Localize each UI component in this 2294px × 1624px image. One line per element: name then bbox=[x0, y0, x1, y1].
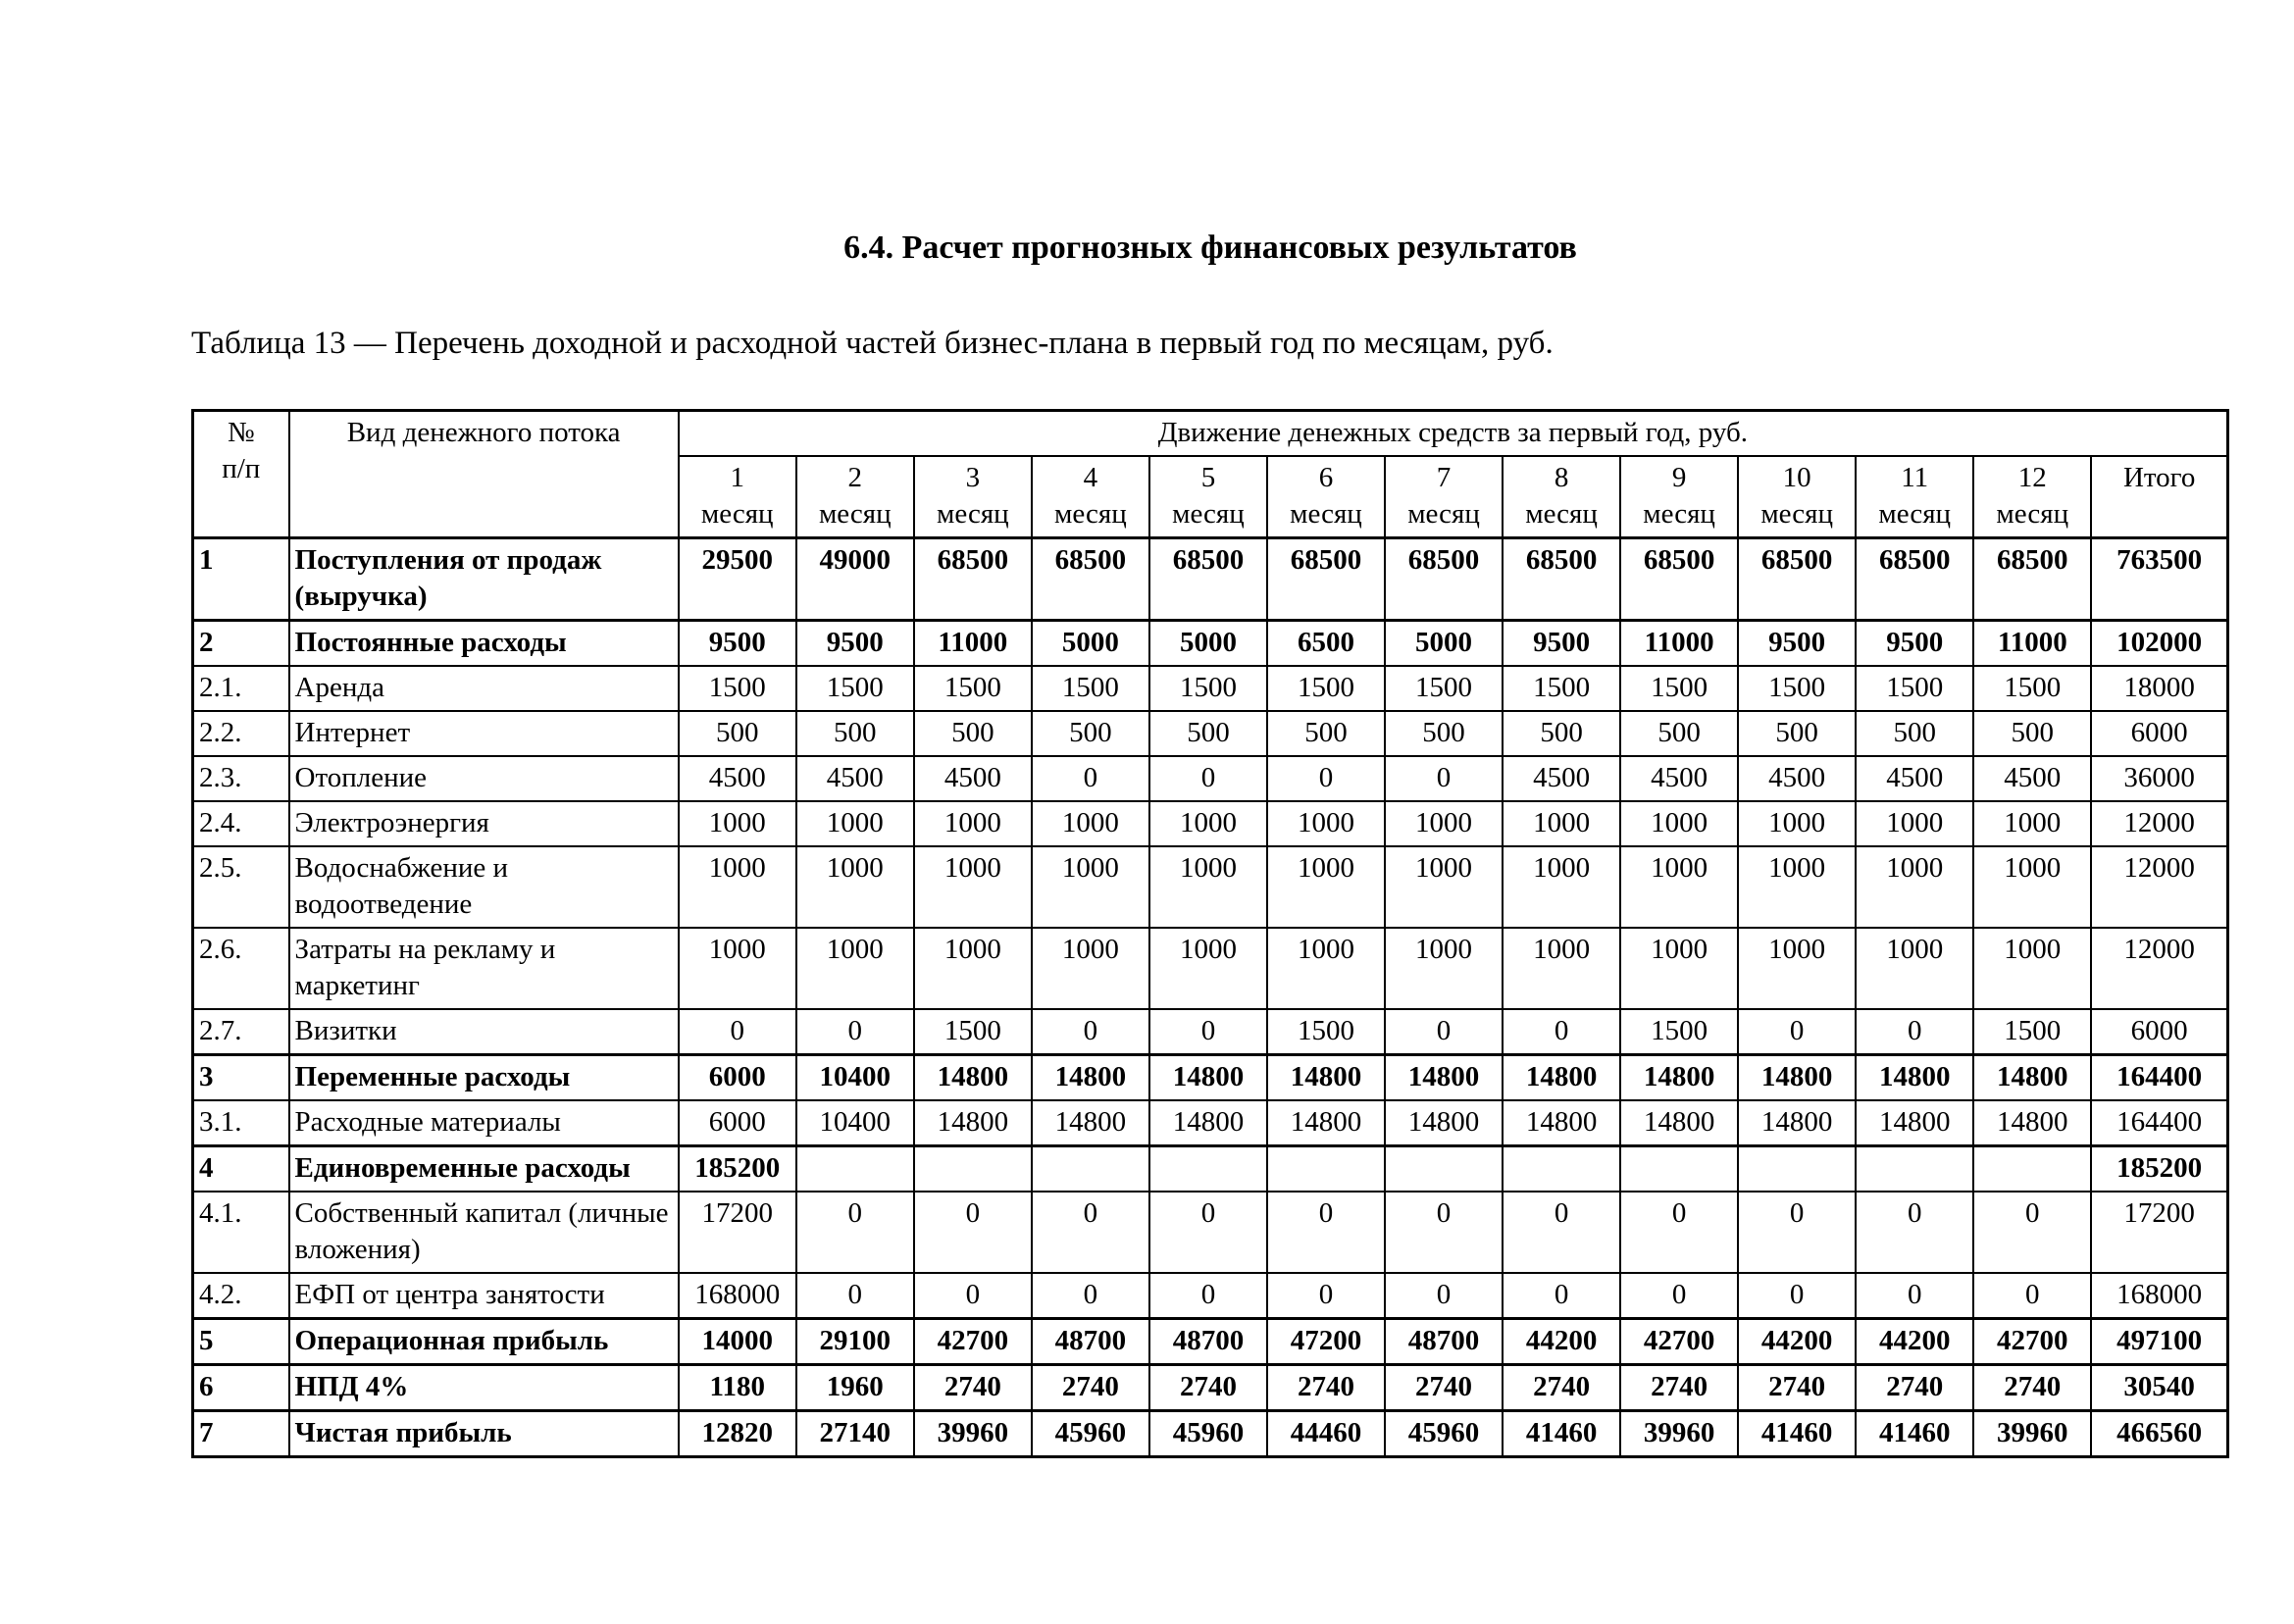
row-label-cell: Затраты на рекламу и маркетинг bbox=[289, 928, 679, 1009]
row-label-cell: Интернет bbox=[289, 711, 679, 756]
row-total-cell: 18000 bbox=[2091, 666, 2227, 711]
row-total-cell: 36000 bbox=[2091, 756, 2227, 801]
month-value-cell: 1000 bbox=[1973, 928, 2091, 1009]
row-label-cell: Постоянные расходы bbox=[289, 621, 679, 667]
month-value-cell: 9500 bbox=[1738, 621, 1856, 667]
month-value-cell: 5000 bbox=[1149, 621, 1267, 667]
table-row bbox=[193, 666, 2228, 711]
month-value-cell: 45960 bbox=[1149, 1411, 1267, 1457]
table-row bbox=[193, 711, 2228, 756]
row-number-cell: 2.4. bbox=[193, 801, 289, 846]
month-value-cell: 0 bbox=[1503, 1009, 1620, 1055]
row-number-cell: 3 bbox=[193, 1055, 289, 1101]
month-value-cell: 1000 bbox=[1267, 801, 1385, 846]
month-value-cell: 5000 bbox=[1032, 621, 1149, 667]
table-row bbox=[193, 1365, 2228, 1411]
row-label-cell: ЕФП от центра занятости bbox=[289, 1273, 679, 1319]
month-value-cell: 45960 bbox=[1032, 1411, 1149, 1457]
month-value-cell: 4500 bbox=[914, 756, 1032, 801]
month-value-cell: 500 bbox=[1385, 711, 1503, 756]
month-value-cell: 14800 bbox=[1738, 1100, 1856, 1146]
month-value-cell: 1000 bbox=[1503, 846, 1620, 928]
row-number-cell: 5 bbox=[193, 1319, 289, 1365]
table-row bbox=[193, 756, 2228, 801]
month-value-cell: 2740 bbox=[1973, 1365, 2091, 1411]
month-value-cell: 0 bbox=[679, 1009, 796, 1055]
month-value-cell: 4500 bbox=[1738, 756, 1856, 801]
month-value-cell: 29100 bbox=[796, 1319, 914, 1365]
month-value-cell bbox=[1032, 1146, 1149, 1193]
month-value-cell: 1000 bbox=[679, 928, 796, 1009]
row-total-cell: 6000 bbox=[2091, 1009, 2227, 1055]
row-label-cell: Отопление bbox=[289, 756, 679, 801]
month-value-cell: 68500 bbox=[1620, 538, 1738, 621]
month-value-cell: 500 bbox=[1973, 711, 2091, 756]
month-value-cell: 14800 bbox=[1738, 1055, 1856, 1101]
month-value-cell: 44200 bbox=[1856, 1319, 1973, 1365]
month-value-cell: 49000 bbox=[796, 538, 914, 621]
month-value-cell: 1500 bbox=[1032, 666, 1149, 711]
month-value-cell: 14800 bbox=[1385, 1055, 1503, 1101]
month-value-cell: 0 bbox=[1032, 756, 1149, 801]
table-row bbox=[193, 1009, 2228, 1055]
month-value-cell: 1000 bbox=[1385, 928, 1503, 1009]
month-value-cell: 0 bbox=[914, 1273, 1032, 1319]
month-value-cell: 500 bbox=[1620, 711, 1738, 756]
month-value-cell: 500 bbox=[679, 711, 796, 756]
cash-flow-table bbox=[191, 409, 2229, 1458]
month-value-cell: 68500 bbox=[914, 538, 1032, 621]
month-value-cell: 0 bbox=[1267, 1192, 1385, 1273]
header-cell-month: 12 месяц bbox=[1973, 456, 2091, 538]
table-row bbox=[193, 1146, 2228, 1193]
month-value-cell: 68500 bbox=[1385, 538, 1503, 621]
month-value-cell: 44200 bbox=[1738, 1319, 1856, 1365]
month-value-cell: 6500 bbox=[1267, 621, 1385, 667]
month-value-cell: 68500 bbox=[1149, 538, 1267, 621]
document-page bbox=[191, 0, 2229, 1458]
month-value-cell: 1960 bbox=[796, 1365, 914, 1411]
month-value-cell: 500 bbox=[914, 711, 1032, 756]
month-value-cell: 0 bbox=[1620, 1273, 1738, 1319]
row-total-cell: 164400 bbox=[2091, 1055, 2227, 1101]
month-value-cell: 0 bbox=[1149, 1009, 1267, 1055]
month-value-cell: 68500 bbox=[1738, 538, 1856, 621]
month-value-cell: 39960 bbox=[914, 1411, 1032, 1457]
month-value-cell: 0 bbox=[1149, 1192, 1267, 1273]
month-value-cell: 68500 bbox=[1503, 538, 1620, 621]
row-total-cell: 6000 bbox=[2091, 711, 2227, 756]
month-value-cell: 1500 bbox=[1149, 666, 1267, 711]
row-label-cell: Визитки bbox=[289, 1009, 679, 1055]
month-value-cell: 185200 bbox=[679, 1146, 796, 1193]
month-value-cell: 0 bbox=[1385, 1192, 1503, 1273]
row-label-cell: Водоснабжение и водоотведение bbox=[289, 846, 679, 928]
month-value-cell: 1000 bbox=[1032, 928, 1149, 1009]
row-number-cell: 7 bbox=[193, 1411, 289, 1457]
header-cell-total: Итого bbox=[2091, 456, 2227, 538]
month-value-cell: 6000 bbox=[679, 1055, 796, 1101]
month-value-cell: 4500 bbox=[796, 756, 914, 801]
month-value-cell: 1500 bbox=[1973, 1009, 2091, 1055]
month-value-cell: 47200 bbox=[1267, 1319, 1385, 1365]
month-value-cell: 1000 bbox=[914, 928, 1032, 1009]
month-value-cell: 1000 bbox=[1032, 846, 1149, 928]
month-value-cell: 1000 bbox=[914, 801, 1032, 846]
month-value-cell: 500 bbox=[1032, 711, 1149, 756]
month-value-cell: 1000 bbox=[1385, 846, 1503, 928]
month-value-cell: 1500 bbox=[796, 666, 914, 711]
month-value-cell: 68500 bbox=[1267, 538, 1385, 621]
month-value-cell: 27140 bbox=[796, 1411, 914, 1457]
row-label-cell: Операционная прибыль bbox=[289, 1319, 679, 1365]
row-total-cell: 763500 bbox=[2091, 538, 2227, 621]
row-total-cell: 102000 bbox=[2091, 621, 2227, 667]
header-cell-month: 4 месяц bbox=[1032, 456, 1149, 538]
month-value-cell: 0 bbox=[1032, 1009, 1149, 1055]
month-value-cell: 0 bbox=[1149, 756, 1267, 801]
month-value-cell: 0 bbox=[1973, 1192, 2091, 1273]
month-value-cell: 9500 bbox=[1503, 621, 1620, 667]
month-value-cell: 5000 bbox=[1385, 621, 1503, 667]
month-value-cell: 1000 bbox=[1620, 928, 1738, 1009]
month-value-cell: 1000 bbox=[1738, 801, 1856, 846]
table-caption: Таблица 13 — Перечень доходной и расходной частей бизнес-плана в первый год по месяцам, руб. bbox=[191, 326, 1554, 361]
month-value-cell bbox=[1973, 1146, 2091, 1193]
month-value-cell: 41460 bbox=[1503, 1411, 1620, 1457]
month-value-cell: 39960 bbox=[1620, 1411, 1738, 1457]
month-value-cell: 1000 bbox=[1385, 801, 1503, 846]
month-value-cell: 1500 bbox=[914, 1009, 1032, 1055]
row-number-cell: 2 bbox=[193, 621, 289, 667]
month-value-cell: 10400 bbox=[796, 1055, 914, 1101]
row-label-cell: Единовременные расходы bbox=[289, 1146, 679, 1193]
month-value-cell: 14800 bbox=[1856, 1100, 1973, 1146]
month-value-cell: 1500 bbox=[1620, 1009, 1738, 1055]
month-value-cell: 9500 bbox=[679, 621, 796, 667]
month-value-cell: 0 bbox=[1503, 1273, 1620, 1319]
month-value-cell: 17200 bbox=[679, 1192, 796, 1273]
month-value-cell: 0 bbox=[1856, 1009, 1973, 1055]
header-cell-month: 6 месяц bbox=[1267, 456, 1385, 538]
month-value-cell: 14800 bbox=[1149, 1100, 1267, 1146]
row-label-cell: Поступления от продаж (выручка) bbox=[289, 538, 679, 621]
row-total-cell: 12000 bbox=[2091, 801, 2227, 846]
row-label-cell: Аренда bbox=[289, 666, 679, 711]
month-value-cell bbox=[1738, 1146, 1856, 1193]
month-value-cell: 14800 bbox=[1620, 1100, 1738, 1146]
section-title: 6.4. Расчет прогнозных финансовых результатов bbox=[843, 229, 1577, 266]
row-total-cell: 30540 bbox=[2091, 1365, 2227, 1411]
table-row bbox=[193, 846, 2228, 928]
month-value-cell: 1500 bbox=[1503, 666, 1620, 711]
month-value-cell: 0 bbox=[1032, 1273, 1149, 1319]
table-row bbox=[193, 1055, 2228, 1101]
row-total-cell: 466560 bbox=[2091, 1411, 2227, 1457]
header-cell-month: 5 месяц bbox=[1149, 456, 1267, 538]
month-value-cell: 14800 bbox=[1856, 1055, 1973, 1101]
row-total-cell: 12000 bbox=[2091, 846, 2227, 928]
month-value-cell: 1000 bbox=[1620, 801, 1738, 846]
month-value-cell bbox=[914, 1146, 1032, 1193]
month-value-cell: 14800 bbox=[1385, 1100, 1503, 1146]
month-value-cell: 1500 bbox=[1620, 666, 1738, 711]
month-value-cell: 0 bbox=[1620, 1192, 1738, 1273]
month-value-cell: 42700 bbox=[914, 1319, 1032, 1365]
month-value-cell bbox=[1620, 1146, 1738, 1193]
month-value-cell bbox=[1267, 1146, 1385, 1193]
table-row bbox=[193, 1319, 2228, 1365]
month-value-cell: 1000 bbox=[1738, 928, 1856, 1009]
month-value-cell: 29500 bbox=[679, 538, 796, 621]
month-value-cell: 1000 bbox=[1620, 846, 1738, 928]
month-value-cell: 1500 bbox=[1267, 666, 1385, 711]
month-value-cell: 1000 bbox=[1149, 846, 1267, 928]
table-header-row-top bbox=[193, 411, 2228, 457]
month-value-cell: 500 bbox=[1738, 711, 1856, 756]
month-value-cell: 2740 bbox=[1856, 1365, 1973, 1411]
table-row bbox=[193, 1100, 2228, 1146]
header-cell-row-number bbox=[193, 411, 289, 538]
month-value-cell: 68500 bbox=[1856, 538, 1973, 621]
month-value-cell: 9500 bbox=[1856, 621, 1973, 667]
month-value-cell: 48700 bbox=[1385, 1319, 1503, 1365]
table-row bbox=[193, 1192, 2228, 1273]
month-value-cell: 1500 bbox=[1267, 1009, 1385, 1055]
header-cell-month: 7 месяц bbox=[1385, 456, 1503, 538]
month-value-cell: 2740 bbox=[1385, 1365, 1503, 1411]
month-value-cell: 41460 bbox=[1738, 1411, 1856, 1457]
row-number-cell: 2.7. bbox=[193, 1009, 289, 1055]
row-number-cell: 3.1. bbox=[193, 1100, 289, 1146]
row-number-cell: 2.3. bbox=[193, 756, 289, 801]
row-number-cell: 6 bbox=[193, 1365, 289, 1411]
table-row bbox=[193, 1273, 2228, 1319]
month-value-cell bbox=[1503, 1146, 1620, 1193]
table-row bbox=[193, 928, 2228, 1009]
month-value-cell: 4500 bbox=[1620, 756, 1738, 801]
row-number-cell: 2.2. bbox=[193, 711, 289, 756]
row-number-cell: 2.5. bbox=[193, 846, 289, 928]
month-value-cell: 1000 bbox=[1267, 846, 1385, 928]
month-value-cell: 1000 bbox=[1738, 846, 1856, 928]
month-value-cell: 2740 bbox=[1620, 1365, 1738, 1411]
month-value-cell: 14800 bbox=[1149, 1055, 1267, 1101]
month-value-cell: 1500 bbox=[914, 666, 1032, 711]
row-label-cell: Расходные материалы bbox=[289, 1100, 679, 1146]
month-value-cell: 1000 bbox=[1267, 928, 1385, 1009]
month-value-cell: 1500 bbox=[1973, 666, 2091, 711]
month-value-cell: 39960 bbox=[1973, 1411, 2091, 1457]
month-value-cell: 42700 bbox=[1973, 1319, 2091, 1365]
month-value-cell: 14800 bbox=[1973, 1100, 2091, 1146]
month-value-cell: 1500 bbox=[1738, 666, 1856, 711]
month-value-cell: 2740 bbox=[1267, 1365, 1385, 1411]
month-value-cell: 14800 bbox=[914, 1055, 1032, 1101]
table-row bbox=[193, 1411, 2228, 1457]
header-cell-month: 11 месяц bbox=[1856, 456, 1973, 538]
month-value-cell: 14800 bbox=[1032, 1055, 1149, 1101]
row-number-cell: 4 bbox=[193, 1146, 289, 1193]
header-cell-flow-type: Вид денежного потока bbox=[289, 411, 679, 538]
month-value-cell: 4500 bbox=[1503, 756, 1620, 801]
header-cell-month: 8 месяц bbox=[1503, 456, 1620, 538]
row-label-cell: Переменные расходы bbox=[289, 1055, 679, 1101]
table-row bbox=[193, 621, 2228, 667]
month-value-cell: 1000 bbox=[1149, 801, 1267, 846]
row-total-cell: 12000 bbox=[2091, 928, 2227, 1009]
row-total-cell: 17200 bbox=[2091, 1192, 2227, 1273]
month-value-cell: 48700 bbox=[1149, 1319, 1267, 1365]
month-value-cell: 1500 bbox=[679, 666, 796, 711]
month-value-cell: 0 bbox=[914, 1192, 1032, 1273]
month-value-cell: 1000 bbox=[679, 801, 796, 846]
row-number-cell: 2.1. bbox=[193, 666, 289, 711]
month-value-cell bbox=[1149, 1146, 1267, 1193]
month-value-cell: 0 bbox=[1738, 1009, 1856, 1055]
row-number-cell: 4.1. bbox=[193, 1192, 289, 1273]
month-value-cell: 14800 bbox=[1973, 1055, 2091, 1101]
month-value-cell: 0 bbox=[1267, 1273, 1385, 1319]
month-value-cell: 0 bbox=[1856, 1273, 1973, 1319]
month-value-cell: 45960 bbox=[1385, 1411, 1503, 1457]
month-value-cell: 10400 bbox=[796, 1100, 914, 1146]
month-value-cell: 1000 bbox=[1503, 928, 1620, 1009]
month-value-cell: 0 bbox=[796, 1192, 914, 1273]
month-value-cell: 44460 bbox=[1267, 1411, 1385, 1457]
month-value-cell: 0 bbox=[1973, 1273, 2091, 1319]
month-value-cell: 44200 bbox=[1503, 1319, 1620, 1365]
row-total-cell: 164400 bbox=[2091, 1100, 2227, 1146]
month-value-cell: 14800 bbox=[1620, 1055, 1738, 1101]
month-value-cell: 11000 bbox=[914, 621, 1032, 667]
month-value-cell: 1180 bbox=[679, 1365, 796, 1411]
month-value-cell: 12820 bbox=[679, 1411, 796, 1457]
month-value-cell bbox=[1385, 1146, 1503, 1193]
month-value-cell: 0 bbox=[1856, 1192, 1973, 1273]
month-value-cell: 1000 bbox=[1503, 801, 1620, 846]
month-value-cell: 14800 bbox=[1503, 1100, 1620, 1146]
month-value-cell: 1000 bbox=[796, 846, 914, 928]
month-value-cell: 48700 bbox=[1032, 1319, 1149, 1365]
month-value-cell: 1000 bbox=[1856, 928, 1973, 1009]
header-cell-month: 3 месяц bbox=[914, 456, 1032, 538]
month-value-cell bbox=[796, 1146, 914, 1193]
month-value-cell: 500 bbox=[1503, 711, 1620, 756]
row-total-cell: 168000 bbox=[2091, 1273, 2227, 1319]
month-value-cell: 41460 bbox=[1856, 1411, 1973, 1457]
month-value-cell: 1000 bbox=[796, 801, 914, 846]
month-value-cell: 14000 bbox=[679, 1319, 796, 1365]
row-label-cell: Собственный капитал (личные вложения) bbox=[289, 1192, 679, 1273]
header-cell-month: 9 месяц bbox=[1620, 456, 1738, 538]
month-value-cell: 500 bbox=[1856, 711, 1973, 756]
month-value-cell: 2740 bbox=[1503, 1365, 1620, 1411]
header-num-line2: п/п bbox=[222, 453, 261, 484]
table-row bbox=[193, 801, 2228, 846]
month-value-cell: 14800 bbox=[1267, 1055, 1385, 1101]
table-row bbox=[193, 538, 2228, 621]
row-label-cell: НПД 4% bbox=[289, 1365, 679, 1411]
month-value-cell: 1500 bbox=[1856, 666, 1973, 711]
month-value-cell: 1000 bbox=[679, 846, 796, 928]
month-value-cell: 0 bbox=[796, 1009, 914, 1055]
month-value-cell: 4500 bbox=[679, 756, 796, 801]
header-cell-month: 2 месяц bbox=[796, 456, 914, 538]
row-number-cell: 2.6. bbox=[193, 928, 289, 1009]
month-value-cell: 0 bbox=[1267, 756, 1385, 801]
month-value-cell: 14800 bbox=[1503, 1055, 1620, 1101]
month-value-cell: 2740 bbox=[914, 1365, 1032, 1411]
month-value-cell: 68500 bbox=[1032, 538, 1149, 621]
month-value-cell: 500 bbox=[1267, 711, 1385, 756]
month-value-cell: 0 bbox=[1032, 1192, 1149, 1273]
month-value-cell: 0 bbox=[1503, 1192, 1620, 1273]
month-value-cell: 9500 bbox=[796, 621, 914, 667]
row-total-cell: 497100 bbox=[2091, 1319, 2227, 1365]
month-value-cell: 2740 bbox=[1738, 1365, 1856, 1411]
header-cell-month: 10 месяц bbox=[1738, 456, 1856, 538]
month-value-cell: 1000 bbox=[1856, 801, 1973, 846]
month-value-cell: 0 bbox=[1738, 1273, 1856, 1319]
header-cell-month: 1 месяц bbox=[679, 456, 796, 538]
month-value-cell: 0 bbox=[1385, 1273, 1503, 1319]
header-cell-group: Движение денежных средств за первый год, руб. bbox=[679, 411, 2228, 457]
month-value-cell: 14800 bbox=[1267, 1100, 1385, 1146]
month-value-cell: 1000 bbox=[796, 928, 914, 1009]
month-value-cell: 0 bbox=[796, 1273, 914, 1319]
month-value-cell: 6000 bbox=[679, 1100, 796, 1146]
row-label-cell: Электроэнергия bbox=[289, 801, 679, 846]
month-value-cell: 42700 bbox=[1620, 1319, 1738, 1365]
month-value-cell: 11000 bbox=[1620, 621, 1738, 667]
month-value-cell: 500 bbox=[1149, 711, 1267, 756]
row-number-cell: 1 bbox=[193, 538, 289, 621]
month-value-cell: 1000 bbox=[1149, 928, 1267, 1009]
month-value-cell: 0 bbox=[1738, 1192, 1856, 1273]
month-value-cell: 1500 bbox=[1385, 666, 1503, 711]
month-value-cell: 1000 bbox=[1973, 801, 2091, 846]
month-value-cell bbox=[1856, 1146, 1973, 1193]
month-value-cell: 0 bbox=[1385, 1009, 1503, 1055]
month-value-cell: 2740 bbox=[1032, 1365, 1149, 1411]
month-value-cell: 11000 bbox=[1973, 621, 2091, 667]
header-num-line1: № bbox=[227, 417, 255, 448]
month-value-cell: 1000 bbox=[1856, 846, 1973, 928]
month-value-cell: 0 bbox=[1149, 1273, 1267, 1319]
month-value-cell: 2740 bbox=[1149, 1365, 1267, 1411]
month-value-cell: 1000 bbox=[914, 846, 1032, 928]
row-number-cell: 4.2. bbox=[193, 1273, 289, 1319]
month-value-cell: 14800 bbox=[1032, 1100, 1149, 1146]
month-value-cell: 68500 bbox=[1973, 538, 2091, 621]
month-value-cell: 4500 bbox=[1856, 756, 1973, 801]
month-value-cell: 500 bbox=[796, 711, 914, 756]
month-value-cell: 168000 bbox=[679, 1273, 796, 1319]
row-label-cell: Чистая прибыль bbox=[289, 1411, 679, 1457]
month-value-cell: 4500 bbox=[1973, 756, 2091, 801]
month-value-cell: 14800 bbox=[914, 1100, 1032, 1146]
month-value-cell: 1000 bbox=[1973, 846, 2091, 928]
row-total-cell: 185200 bbox=[2091, 1146, 2227, 1193]
month-value-cell: 0 bbox=[1385, 756, 1503, 801]
month-value-cell: 1000 bbox=[1032, 801, 1149, 846]
